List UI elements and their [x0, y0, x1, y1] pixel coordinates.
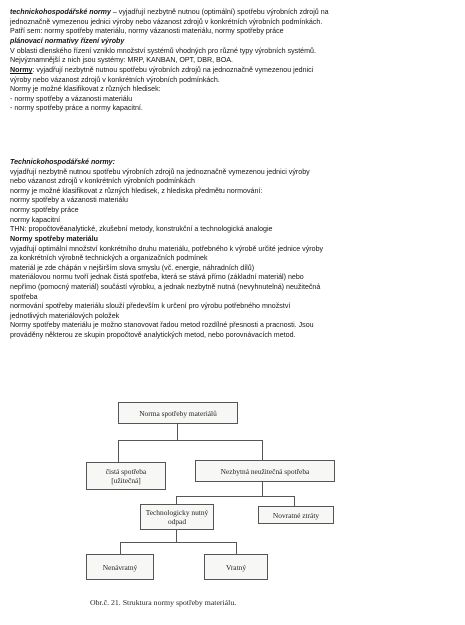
text-line: vyjadřují optimální množství konkrétního druhu materiálu, potřebného k výrobě určité jednice výroby	[10, 244, 324, 253]
text-line: normy je možné klasifikovat z různých hledisek, z hlediska předmětu normování:	[10, 186, 263, 195]
list-item: normy spotřeby a vázanosti materiálu	[10, 196, 128, 205]
diagram-root-box	[118, 402, 238, 424]
text-line: V oblasti dlenského řízení vzniklo množství systémů vhodných pro různé typy výrobních systémů.	[10, 46, 316, 55]
connector	[177, 424, 178, 440]
paragraph	[10, 66, 458, 76]
diagram-label: Nezbytná neužitečná spotřeba	[220, 466, 310, 476]
connector	[176, 496, 294, 497]
text-line: vyjadřují nezbytně nutnou spotřebu výrobních zdrojů na jednoznačně vymezenou jednici výroby	[10, 167, 310, 176]
diagram-label: Nenávratný	[102, 562, 138, 572]
connector	[262, 440, 263, 460]
text-line: normování spotřeby materiálu slouží především k určení pro výrobu potřebného množství	[10, 302, 291, 311]
section-norms	[10, 66, 458, 114]
text-line: materiál je zde chápán v nejširším slova smyslu (vč. energie, náhradních dílů)	[10, 263, 255, 272]
diagram-label: Novratné ztráty	[272, 510, 320, 520]
list-item: normy kapacitní	[10, 215, 61, 224]
connector	[236, 542, 237, 554]
diagram-pure-consumption-box	[86, 462, 166, 490]
text-line: : vyjadřují nezbytně nutnou spotřebu výrobních zdrojů na jednoznačně vymezenou jednici	[32, 66, 314, 74]
text-line: nebo vázanost zdrojů v konkrétních výrobních podmínkách	[10, 177, 195, 186]
diagram-technological-waste-box	[140, 504, 214, 530]
list-item: - normy spotřeby práce a normy kapacitní.	[10, 104, 143, 113]
figure-caption: Obr.č. 21. Struktura normy spotřeby materiálu.	[90, 598, 237, 607]
text-line: Normy je možné klasifikovat z různých hledisek:	[10, 85, 161, 94]
connector	[118, 440, 119, 462]
diagram-label: [užitečná]	[111, 476, 141, 485]
diagram-nonreturnable-box	[86, 554, 154, 580]
diagram-returnable-box	[204, 554, 268, 580]
diagram-label: Norma spotřeby materiálů	[139, 408, 217, 418]
text-line: materiálovou normu tvoří jednak čistá spotřeba, která se stává přímo (základní materiál) nebo	[10, 273, 304, 282]
text-line: jednotlivých materiálových položek	[10, 311, 120, 320]
term: technickohospodářské normy	[10, 8, 111, 16]
diagram-losses-box	[258, 506, 334, 524]
text-line: – vyjadřují nezbytně nutnou (optimální) spotřebu výrobních zdrojů na	[110, 8, 329, 16]
diagram-label: odpad	[167, 517, 187, 526]
connector	[294, 496, 295, 506]
text-line: Patří sem: normy spotřeby materiálu, normy vázanosti materiálu, normy spotřeby práce	[10, 27, 284, 36]
diagram-label: čistá spotřeba	[105, 467, 147, 476]
term: Normy	[10, 66, 33, 74]
section-planning-normatives	[10, 37, 458, 66]
diagram-label: Vratný	[225, 562, 247, 572]
text-line: Normy spotřeby materiálu je možno stanovovat řadou metod rozdílné přesnosti a pracnosti. Jsou	[10, 321, 314, 330]
connector	[120, 542, 121, 554]
list-item: - normy spotřeby a vázanosti materiálu	[10, 94, 133, 103]
section-heading: Technickohospodářské normy:	[10, 158, 115, 166]
section-heading: plánovací normativy řízení výroby	[10, 37, 125, 45]
list-item: normy spotřeby práce	[10, 205, 79, 214]
connector	[118, 440, 262, 441]
text-line: Nejvýznamnější z nich jsou systémy: MRP, KANBAN, OPT, DBR, BOA.	[10, 56, 233, 65]
connector	[176, 496, 177, 504]
section-material-norms	[10, 235, 458, 341]
text-line: THN: propočtověanalytické, zkušební metody, konstrukční a technologická analogie	[10, 225, 273, 234]
text-line: jednoznačně vymezenou jednici výroby nebo vázanost zdrojů v konkrétních výrobních podmínkách.	[10, 17, 323, 26]
section-heading: Normy spotřeby materiálu	[10, 235, 98, 243]
text-line: výroby nebo vázanost zdrojů v konkrétních výrobních podmínkách.	[10, 75, 220, 84]
paragraph	[10, 8, 458, 18]
material-norm-structure-diagram	[0, 400, 465, 625]
section-technical-norms	[10, 8, 458, 37]
diagram-label: Technologicky nutný	[145, 508, 209, 517]
text-line: spotřeba	[10, 292, 38, 301]
text-line: nepřímo (pomocný materiál) součástí výrobku, a jednak nezbytně nutná (nevyhnutelná) neužitečná	[10, 282, 321, 291]
diagram-necessary-waste-box	[195, 460, 335, 482]
connector	[262, 482, 263, 496]
connector	[176, 530, 177, 542]
section-technical-norms-detail	[10, 158, 458, 235]
text-line: za konkrétních výrobně technických a organizačních podmínek	[10, 254, 208, 263]
text-line: prováděny některou ze skupin propočtově analytických metod, nebo porovnávacích metod.	[10, 330, 296, 339]
connector	[120, 542, 236, 543]
